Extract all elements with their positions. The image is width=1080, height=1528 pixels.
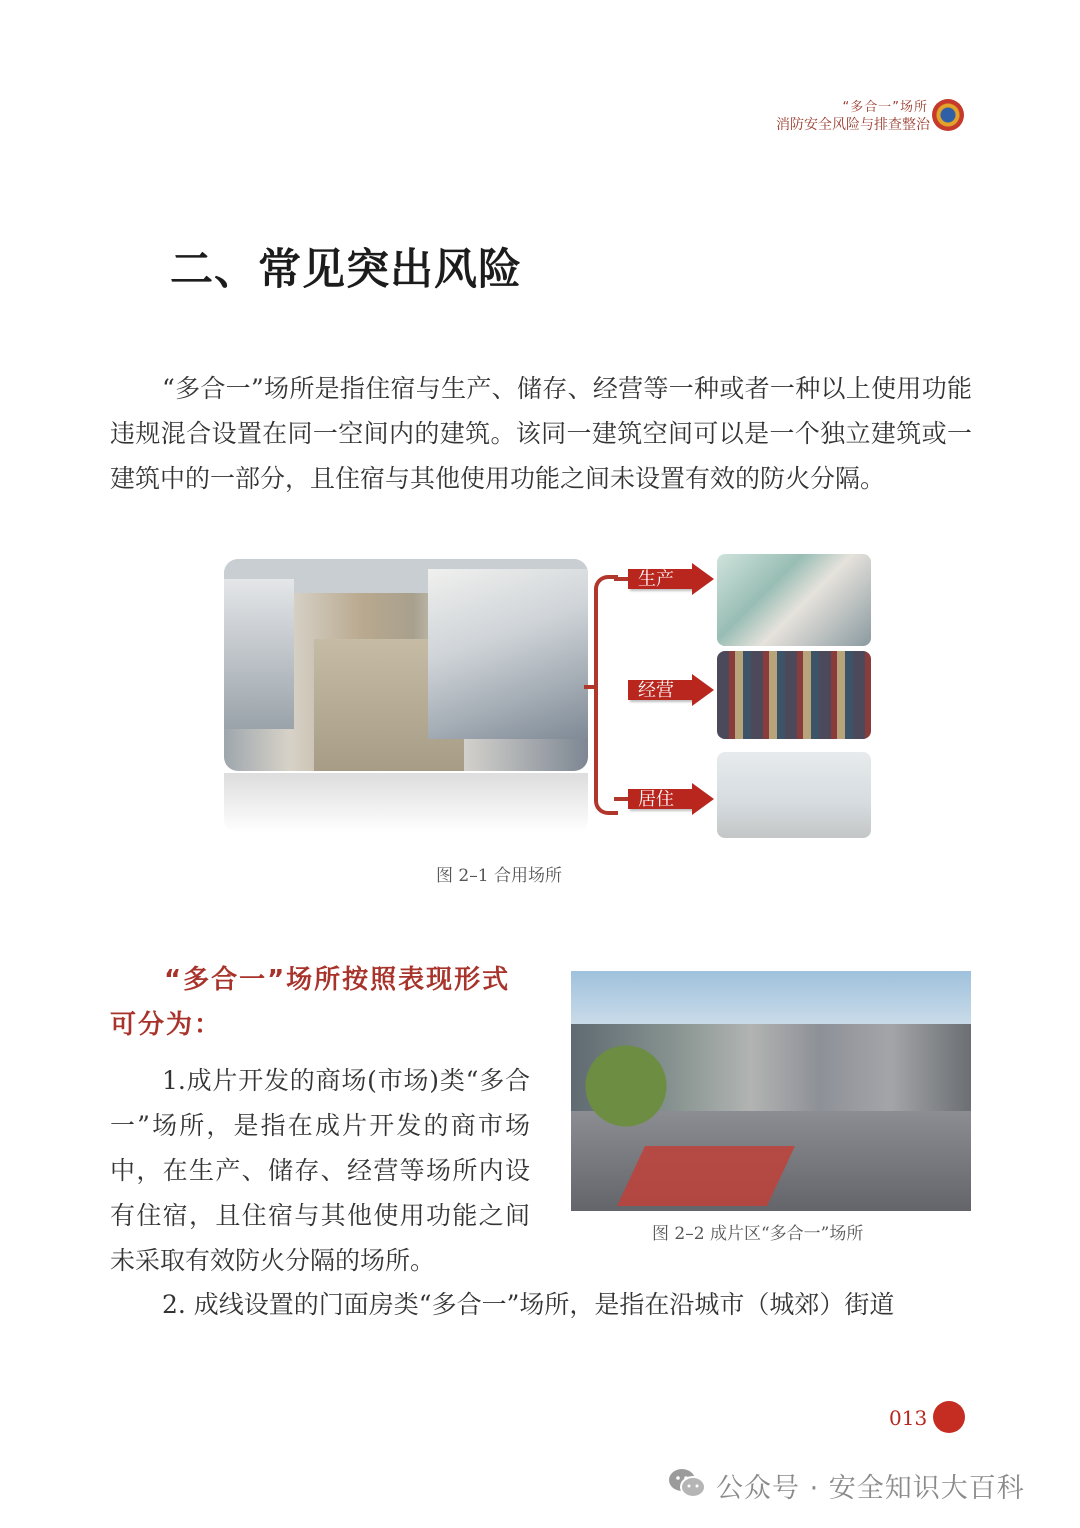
bracket-tip [584,685,598,689]
street-photo-mixed-use [224,559,588,771]
arrow-business [628,674,718,704]
subsection-heading: “多合一”场所按照表现形式可分为： [110,965,511,1040]
street-photo-district [571,971,971,1211]
section-title: 二、常见突出风险 [170,245,522,295]
production-photo [717,554,871,646]
wechat-icon [668,1467,706,1499]
residence-photo [717,752,871,838]
figure1-caption: 图 2–1 合用场所 [436,866,562,886]
header-book-title: 消防安全风险与排查整治 [776,117,930,133]
label-business: 经营 [638,680,674,701]
arrow-production [628,563,718,593]
header-series-title: “多合一”场所 [842,100,928,115]
label-production: 生产 [638,569,674,590]
bracket-connector [594,575,618,815]
shop-photo [717,651,871,739]
intro-paragraph: “多合一”场所是指住宿与生产、储存、经营等一种或者一种以上使用功能违规混合设置在同一空间内的建筑。该同一建筑空间可以是一个独立建筑或一建筑中的一部分，且住宿与其他使用功能之间未设置有效的防火分隔。 [110,374,972,493]
label-residence: 居住 [638,789,674,810]
item2-paragraph: 2. 成线设置的门面房类“多合一”场所，是指在沿城市（城郊）街道 [162,1290,895,1319]
figure2-caption: 图 2–2 成片区“多合一”场所 [652,1224,864,1244]
page-dot-icon [933,1401,965,1433]
photo-reflection [224,773,588,833]
fire-rescue-emblem-icon [932,99,964,131]
item1-paragraph: 1.成片开发的商场(市场)类“多合一”场所，是指在成片开发的商市场中，在生产、储存、经营等场所内设有住宿，且住宿与其他使用功能之间未采取有效防火分隔的场所。 [110,1066,530,1275]
page-number: 013 [889,1406,928,1430]
arrow-residence [628,783,718,813]
watermark-text: 公众号 · 安全知识大百科 [716,1473,1025,1504]
